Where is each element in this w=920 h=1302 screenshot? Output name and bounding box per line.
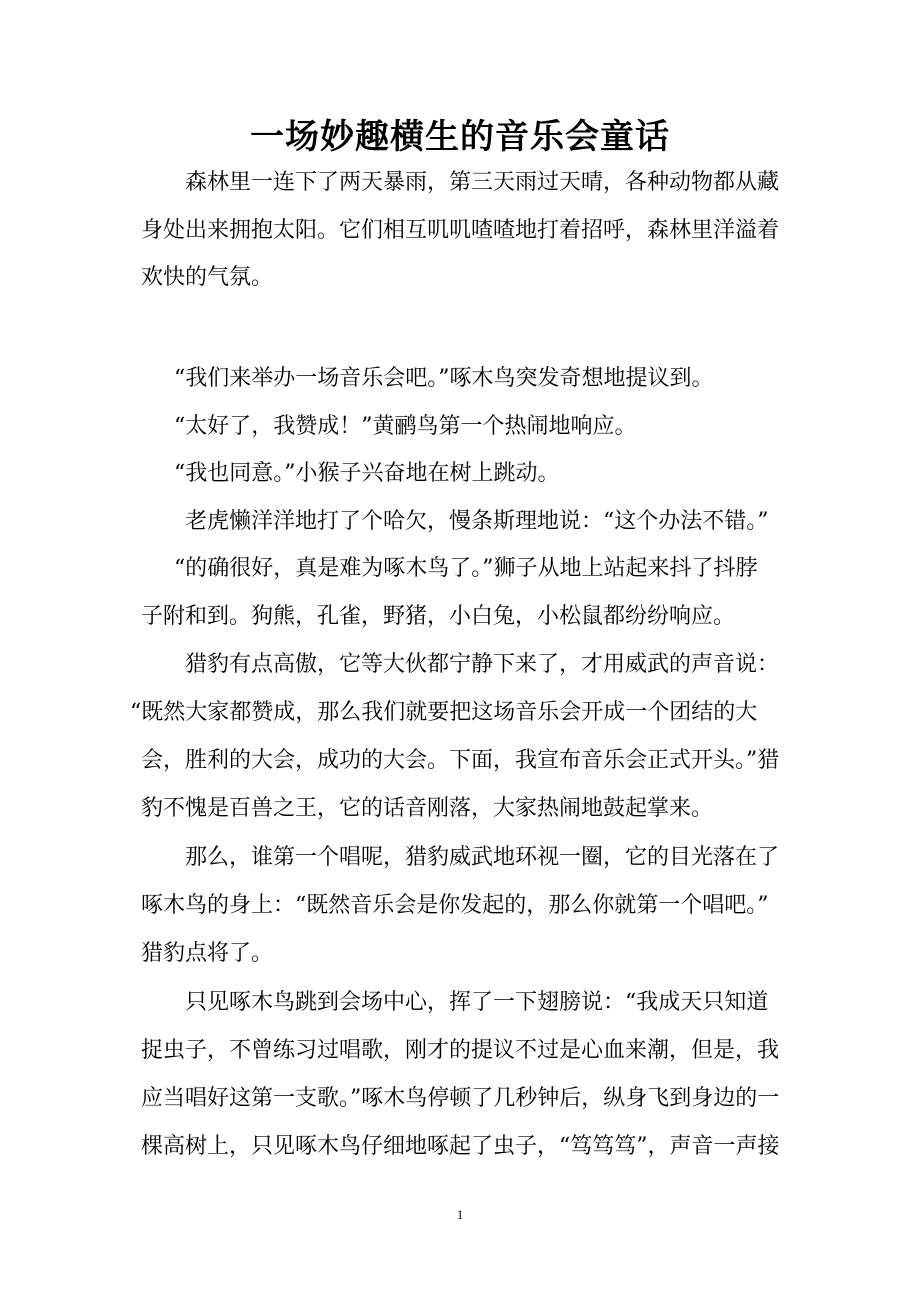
text-line: “我们来举办一场音乐会吧。”啄木鸟突发奇想地提议到。 <box>174 366 714 391</box>
text-line: “我也同意。”小猴子兴奋地在树上跳动。 <box>174 461 560 486</box>
text-line: 棵高树上，只见啄木鸟仔细地啄起了虫子，“笃笃笃”，声音一声接 <box>141 1134 780 1159</box>
text-line: 啄木鸟的身上：“既然音乐会是你发起的，那么你就第一个唱吧。” <box>141 893 769 918</box>
text-line: 子附和到。狗熊，孔雀，野猪，小白兔，小松鼠都纷纷响应。 <box>141 604 736 629</box>
text-line: 猎豹点将了。 <box>141 941 274 966</box>
text-line: 那么，谁第一个唱呢，猎豹威武地环视一圈，它的目光落在了 <box>185 845 780 870</box>
text-line: 捉虫子，不曾练习过唱歌，刚才的提议不过是心血来潮，但是，我 <box>141 1038 780 1063</box>
text-line: “的确很好，真是难为啄木鸟了。”狮子从地上站起来抖了抖脖 <box>174 556 758 581</box>
text-line: 豹不愧是百兽之王，它的话音刚落，大家热闹地鼓起掌来。 <box>141 796 714 821</box>
text-line: 只见啄木鸟跳到会场中心，挥了一下翅膀说：“我成天只知道 <box>185 990 769 1015</box>
text-line: “太好了，我赞成！”黄鹂鸟第一个热闹地响应。 <box>174 414 637 439</box>
text-line: 身处出来拥抱太阳。它们相互叽叽喳喳地打着招呼，森林里洋溢着 <box>141 218 780 243</box>
text-line: 猎豹有点高傲，它等大伙都宁静下来了，才用威武的声音说： <box>185 652 780 677</box>
page-number: 1 <box>456 1207 464 1222</box>
document-title: 一场妙趣横生的音乐会童话 <box>250 117 670 157</box>
text-line: 老虎懒洋洋地打了个哈欠，慢条斯理地说：“这个办法不错。” <box>185 509 769 534</box>
text-line: 应当唱好这第一支歌。”啄木鸟停顿了几秒钟后，纵身飞到身边的一 <box>141 1086 780 1111</box>
text-line: “既然大家都赞成，那么我们就要把这场音乐会开成一个团结的大 <box>130 700 758 725</box>
text-line: 会，胜利的大会，成功的大会。下面，我宣布音乐会正式开头。”猎 <box>141 748 780 773</box>
text-line: 欢快的气氛。 <box>141 265 274 290</box>
text-line: 森林里一连下了两天暴雨，第三天雨过天晴，各种动物都从藏 <box>185 170 780 195</box>
